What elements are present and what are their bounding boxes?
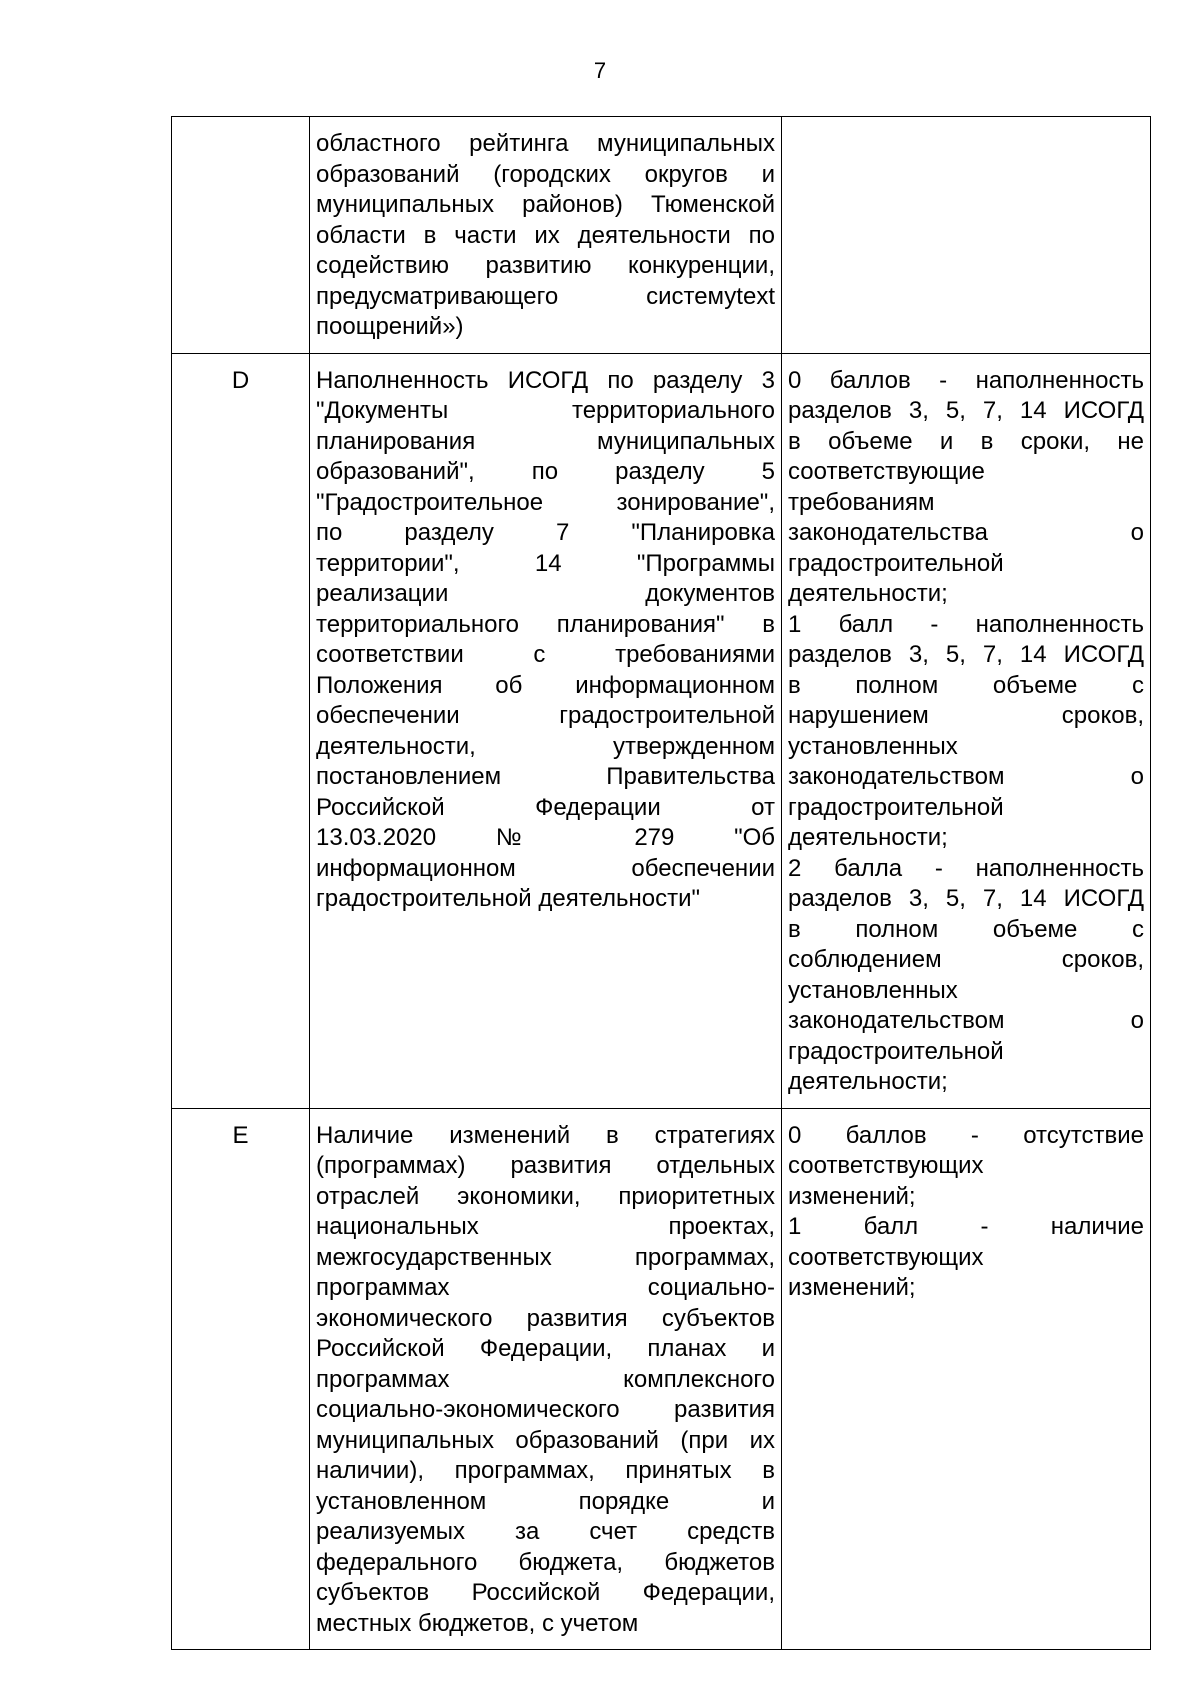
text-line: федерального бюджета, бюджетов — [316, 1548, 775, 1576]
text-line: разделов 3, 5, 7, 14 ИСОГД — [788, 641, 1144, 668]
row-scoring — [782, 353, 1151, 1108]
text-line: экономического развития субъектов — [316, 1304, 775, 1332]
text-line: соответствии с требованиями — [316, 641, 775, 668]
text-line: отраслей экономики, приоритетных — [316, 1182, 775, 1210]
text-line: обеспечении градостроительной — [316, 702, 775, 729]
text-line: субъектов Российской Федерации, — [316, 1579, 775, 1606]
text-line: муниципальных образований (при их — [316, 1426, 775, 1454]
text-line: соответствующие — [788, 458, 985, 485]
text-line: 1 балл - наличие — [788, 1213, 1144, 1240]
text-line: 2 балла - наполненность — [788, 854, 1144, 882]
text-line: законодательством о — [788, 763, 1144, 790]
row-description — [310, 353, 782, 1108]
text-line: реализации документов — [316, 580, 775, 607]
text-line: градостроительной деятельности" — [316, 885, 700, 912]
text-line: разделов 3, 5, 7, 14 ИСОГД — [788, 397, 1144, 424]
text-line: установленных — [788, 732, 958, 760]
text-line: области в части их деятельности по — [316, 221, 775, 249]
text-line: программах комплексного — [316, 1365, 775, 1393]
criteria-table — [171, 116, 1151, 1650]
text-line: поощрений») — [316, 313, 464, 340]
text-line: соблюдением сроков, — [788, 946, 1144, 973]
row-scoring — [782, 1108, 1151, 1650]
text-line: программах социально- — [316, 1274, 775, 1301]
text-line: градостроительной — [788, 1037, 1004, 1065]
text-line: областного рейтинга муниципальных — [316, 130, 775, 157]
text-line: в полном объеме с — [788, 915, 1144, 943]
text-line: деятельности, утвержденном — [316, 732, 775, 760]
text-line: постановлением Правительства — [316, 763, 775, 790]
text-line: изменений; — [788, 1182, 916, 1210]
text-line: содействию развитию конкуренции, — [316, 252, 775, 279]
row-code — [172, 117, 310, 354]
text-line: Российской Федерации, планах и — [316, 1335, 775, 1362]
text-line: информационном обеспечении — [316, 854, 775, 882]
text-line: разделов 3, 5, 7, 14 ИСОГД — [788, 885, 1144, 912]
text-line: планирования муниципальных — [316, 427, 775, 455]
text-line: Наличие изменений в стратегиях — [316, 1121, 775, 1149]
table-row — [172, 117, 1151, 354]
row-description — [310, 117, 782, 354]
text-line: реализуемых за счет средств — [316, 1518, 775, 1545]
text-line: изменений; — [788, 1274, 916, 1301]
text-line: установленном порядке и — [316, 1487, 775, 1515]
text-line: Наполненность ИСОГД по разделу 3 — [316, 366, 775, 394]
text-line: межгосударственных программах, — [316, 1243, 775, 1271]
text-line: территориального планирования" в — [316, 610, 775, 638]
text-line: "Документы территориального — [316, 397, 775, 424]
text-line: соответствующих — [788, 1152, 984, 1179]
text-line: местных бюджетов, с учетом — [316, 1609, 639, 1637]
text-line: требованиям — [788, 488, 935, 516]
text-line: установленных — [788, 976, 958, 1004]
text-line: образований (городских округов и — [316, 160, 775, 188]
row-description — [310, 1108, 782, 1650]
row-code: E — [172, 1108, 310, 1650]
text-line: муниципальных районов) Тюменской — [316, 191, 775, 218]
text-line: 0 баллов - отсутствие — [788, 1121, 1144, 1149]
text-line: градостроительной — [788, 549, 1004, 577]
text-line: Положения об информационном — [316, 671, 775, 699]
text-line: деятельности; — [788, 1068, 948, 1095]
text-line: деятельности; — [788, 580, 948, 607]
text-line: (программах) развития отдельных — [316, 1152, 775, 1179]
text-line: нарушением сроков, — [788, 702, 1144, 729]
text-line: национальных проектах, — [316, 1213, 775, 1240]
text-line: в полном объеме с — [788, 671, 1144, 699]
table-row — [172, 1108, 1151, 1650]
text-line: предусматривающего системуtext — [316, 282, 775, 310]
text-line: образований", по разделу 5 — [316, 458, 775, 485]
text-line: "Градостроительное зонирование", — [316, 488, 775, 516]
text-line: территории", 14 "Программы — [316, 549, 775, 577]
text-line: градостроительной — [788, 793, 1004, 821]
text-line: наличии), программах, принятых в — [316, 1457, 775, 1484]
text-line: в объеме и в сроки, не — [788, 427, 1144, 455]
text-line: социально-экономического развития — [316, 1396, 775, 1423]
text-line: 13.03.2020 № 279 "Об — [316, 824, 775, 851]
page-number: 7 — [593, 58, 607, 83]
row-code: D — [172, 353, 310, 1108]
text-line: 1 балл - наполненность — [788, 610, 1144, 638]
text-line: деятельности; — [788, 824, 948, 851]
row-scoring — [782, 117, 1151, 354]
text-line: соответствующих — [788, 1243, 984, 1271]
text-line: законодательства о — [788, 519, 1144, 546]
text-line: Российской Федерации от — [316, 793, 775, 821]
text-line: законодательством о — [788, 1007, 1144, 1034]
text-line: по разделу 7 "Планировка — [316, 519, 775, 546]
table-row — [172, 353, 1151, 1108]
text-line: 0 баллов - наполненность — [788, 366, 1144, 394]
